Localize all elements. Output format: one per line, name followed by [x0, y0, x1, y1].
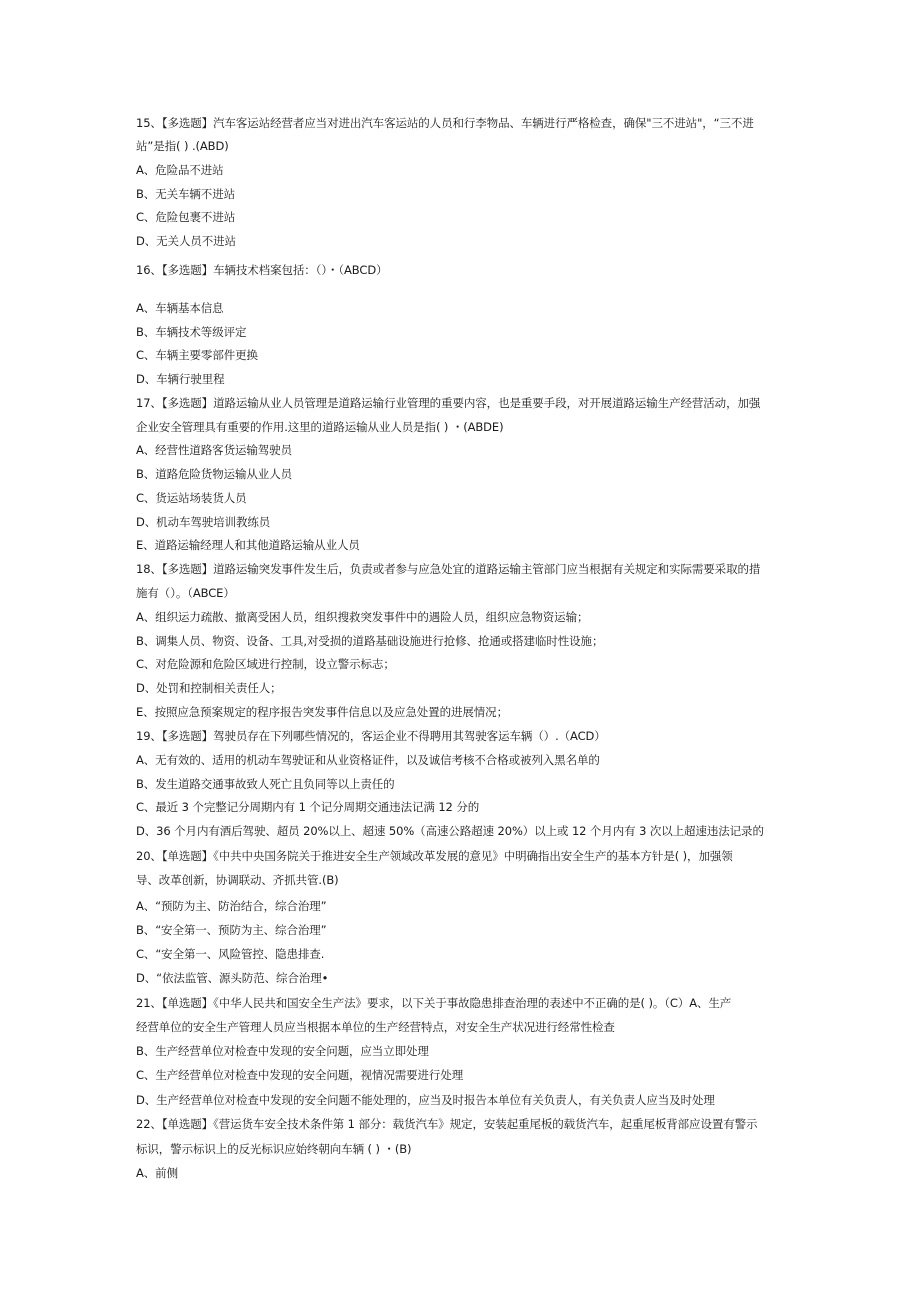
question-22-option-a: A、前侧 — [136, 1166, 178, 1180]
question-15-option-a: A、危险品不进站 — [136, 163, 224, 177]
question-17-stem-line-1: 17、【多选题】道路运输从业人员管理是道路运输行业管理的重要内容，也是重要手段，对开展道路运输生产经营活动，加强 — [136, 396, 761, 410]
question-19-option-c: C、最近 3 个完整记分周期内有 1 个记分周期交通违法记满 12 分的 — [136, 800, 480, 814]
question-20-stem-line-1: 20、【单选题】《中共中央国务院关于推进安全生产领域改革发展的意见》中明确指出安全生产的基本方针是( )，加强领 — [136, 849, 733, 863]
question-21-stem-line-2: 经营单位的安全生产管理人员应当根据本单位的生产经营特点，对安全生产状况进行经常性检查 — [136, 1020, 615, 1034]
question-16-stem-line-1: 16、【多选题】车辆技术档案包括：（）・（ABCD） — [136, 263, 388, 277]
question-17-stem-line-2: 企业安全管理具有重要的作用.这里的道路运输从业人员是指( ) ・(ABDE) — [136, 420, 504, 434]
question-20-option-d: D、“依法监管、源头防范、综合治理• — [136, 971, 329, 985]
question-17-option-c: C、货运站场装货人员 — [136, 491, 247, 505]
question-17-option-d: D、机动车驾驶培训教练员 — [136, 515, 271, 529]
question-21-option-c: C、生产经营单位对检查中发现的安全问题，视情况需要进行处理 — [136, 1068, 464, 1082]
question-18-option-c: C、对危险源和危险区域进行控制，设立警示标志； — [136, 657, 395, 671]
question-18-option-b: B、调集人员、物资、设备、工具,对受损的道路基础设施进行抢修、抢通或搭建临时性设施； — [136, 634, 604, 648]
question-19-option-a: A、无有效的、适用的机动车驾驶证和从业资格证件，以及诚信考核不合格或被列入黑名单的 — [136, 753, 600, 767]
question-16-option-d: D、车辆行驶里程 — [136, 372, 225, 386]
question-16-option-b: B、车辆技术等级评定 — [136, 325, 247, 339]
question-18-option-e: E、按照应急预案规定的程序报告突发事件信息以及应急处置的进展情况； — [136, 705, 508, 719]
question-18-stem-line-2: 施有（）。（ABCE） — [136, 586, 235, 600]
question-19-option-b: B、发生道路交通事故致人死亡且负同等以上责任的 — [136, 777, 395, 791]
question-20-stem-line-2: 导、改革创新，协调联动、齐抓共管.(B) — [136, 873, 339, 887]
question-15-option-d: D、无关人员不进站 — [136, 234, 236, 248]
question-15-stem-line-2: 站”是指( ) .(ABD) — [136, 139, 229, 153]
question-21-stem-line-1: 21、【单选题】《中华人民共和国安全生产法》要求，以下关于事故隐患排查治理的表述中不正确的是( )。（C）A、生产 — [136, 996, 732, 1010]
question-20-option-a: A、“预防为主、防治结合，综合治理” — [136, 899, 327, 913]
question-15-option-b: B、无关车辆不进站 — [136, 187, 235, 201]
question-22-stem-line-1: 22、【单选题】《营运货车安全技术条件第 1 部分：载货汽车》规定，安装起重尾板的载货汽车，起重尾板背部应设置有警示 — [136, 1117, 758, 1131]
question-15-stem-line-1: 15、【多选题】汽车客运站经营者应当对进出汽车客运站的人员和行李物品、车辆进行严格检查，确保"三不进站"，“三不进 — [136, 116, 754, 130]
question-16-option-c: C、车辆主要零部件更换 — [136, 348, 258, 362]
question-17-option-a: A、经营性道路客货运输驾驶员 — [136, 443, 292, 457]
question-18-option-a: A、组织运力疏散、撤离受困人员，组织搜救突发事件中的遇险人员，组织应急物资运输； — [136, 610, 589, 624]
question-19-stem-line-1: 19、【多选题】驾驶员存在下列哪些情况的，客运企业不得聘用其驾驶客运车辆（）.（ACD） — [136, 729, 606, 743]
question-20-option-c: C、“安全第一、风险管控、隐患排查. — [136, 947, 325, 961]
question-18-stem-line-1: 18、【多选题】道路运输突发事件发生后，负责或者参与应急处宜的道路运输主管部门应当根据有关规定和实际需要采取的措 — [136, 562, 761, 576]
question-22-stem-line-2: 标识，警示标识上的反光标识应始终朝向车辆 ( ) ・(B) — [136, 1142, 412, 1156]
question-21-option-d: D、生产经营单位对检查中发现的安全问题不能处理的，应当及时报告本单位有关负责人，有关负责人应当及时处理 — [136, 1093, 715, 1107]
question-17-option-b: B、道路危险货物运输从业人员 — [136, 467, 292, 481]
question-18-option-d: D、处罚和控制相关责任人； — [136, 681, 282, 695]
question-15-option-c: C、危险包裹不进站 — [136, 210, 236, 224]
question-21-option-b: B、生产经营单位对检查中发现的安全问题，应当立即处理 — [136, 1044, 429, 1058]
question-16-option-a: A、车辆基本信息 — [136, 301, 224, 315]
question-17-option-e: E、道路运输经理人和其他道路运输从业人员 — [136, 538, 360, 552]
question-20-option-b: B、“安全第一、预防为主、综合治理” — [136, 923, 327, 937]
question-19-option-d: D、36 个月内有酒后驾驶、超员 20%以上、超速 50%（高速公路超速 20%）以上或 12 个月内有 3 次以上超速违法记录的 — [136, 824, 764, 838]
